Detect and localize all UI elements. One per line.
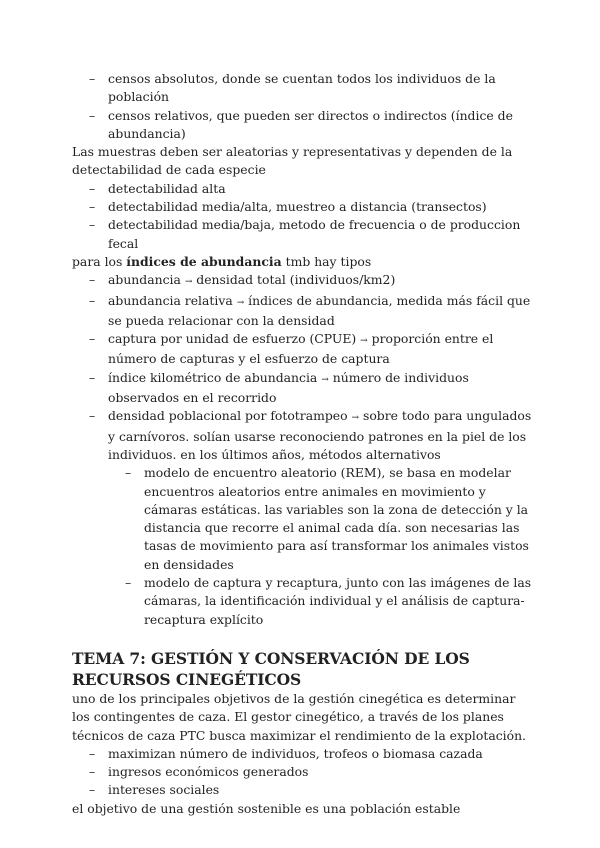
item-post: índices de abundancia, medida más fácil que se pueda relacionar con la densidad [108, 292, 531, 328]
item-pre: densidad poblacional por fototrampeo [108, 408, 352, 424]
paragraph-samples: Las muestras deben ser aleatorias y representativas y dependen de la detectabilidad de cada especie [72, 144, 513, 178]
paragraph-objectives: uno de los principales objetivos de la gestión cinegética es determinar los contingentes de caza. El gestor cinegético, a través de los planes técnicos de caza PTC busca maximizar el rendimiento de la explotación. [72, 690, 526, 743]
item-post: densidad total (individuos/km2) [192, 272, 396, 288]
item-pre: abundancia [108, 272, 185, 288]
paragraph-closing: el objetivo de una gestión sostenible es una población estable [72, 800, 461, 816]
list-item [72, 292, 532, 331]
indices-prefix: para los [72, 253, 127, 269]
list-item: – modelo de captura y recaptura, junto con las imágenes de las cámaras, la identificación individual y el análisis de captura-recaptura explícito [108, 574, 532, 629]
section-heading: TEMA 7: GESTIÓN Y CONSERVACIÓN DE LOS RECURSOS CINEGÉTICOS [72, 648, 470, 689]
list-item: – maximizan número de individuos, trofeos o biomasa cazada [72, 745, 532, 763]
list-item: – detectabilidad media/alta, muestreo a distancia (transectos) [72, 198, 532, 216]
detectability-list [72, 180, 532, 253]
list-item: – ingresos económicos generados [72, 763, 532, 781]
list-item: – detectabilidad media/baja, metodo de frecuencia o de produccion fecal [72, 216, 532, 253]
item-post: número de individuos observados en el recorrido [108, 369, 469, 406]
alternative-methods-list [108, 464, 532, 629]
list-item [72, 407, 532, 629]
list-item: – modelo de encuentro aleatorio (REM), se basa en modelar encuentros aleatorios entre animales en movimiento y cámaras estáticas. las variables son la zona de detección y la distancia que recorre el animal cada día. son necesarias las tasas de movimiento para así transformar los animales vistos en densidades [108, 464, 532, 574]
list-item: – censos absolutos, donde se cuentan todos los individuos de la población [72, 70, 532, 107]
arrow-icon: → [184, 277, 193, 288]
list-item: – censos relativos, que pueden ser directos o indirectos (índice de abundancia) [72, 107, 532, 144]
item-pre: captura por unidad de esfuerzo (CPUE) [108, 331, 361, 347]
census-list [72, 70, 532, 143]
objectives-list [72, 745, 532, 800]
item-pre: abundancia relativa [108, 292, 237, 308]
list-item [72, 330, 532, 369]
indices-bold: índices de abundancia [126, 253, 282, 269]
arrow-icon: → [321, 374, 329, 385]
paragraph-indices [72, 253, 532, 271]
item-post: proporción entre el número de capturas y el esfuerzo de captura [108, 331, 494, 367]
list-item: – intereses sociales [72, 781, 532, 799]
arrow-icon: → [236, 297, 245, 308]
index-types-list [72, 271, 532, 629]
item-post: sobre todo para ungulados y carnívoros. solían usarse reconociendo patrones en la piel de los individuos. en los últimos años, métodos alternativos [108, 408, 532, 462]
arrow-icon: → [360, 336, 368, 347]
list-item [72, 271, 532, 291]
document-content [72, 70, 532, 818]
item-pre: índice kilométrico de abundancia [108, 369, 322, 385]
indices-suffix: tmb hay tipos [281, 253, 372, 269]
list-item: – detectabilidad alta [72, 180, 532, 198]
arrow-icon: → [351, 413, 360, 424]
list-item [72, 369, 532, 408]
